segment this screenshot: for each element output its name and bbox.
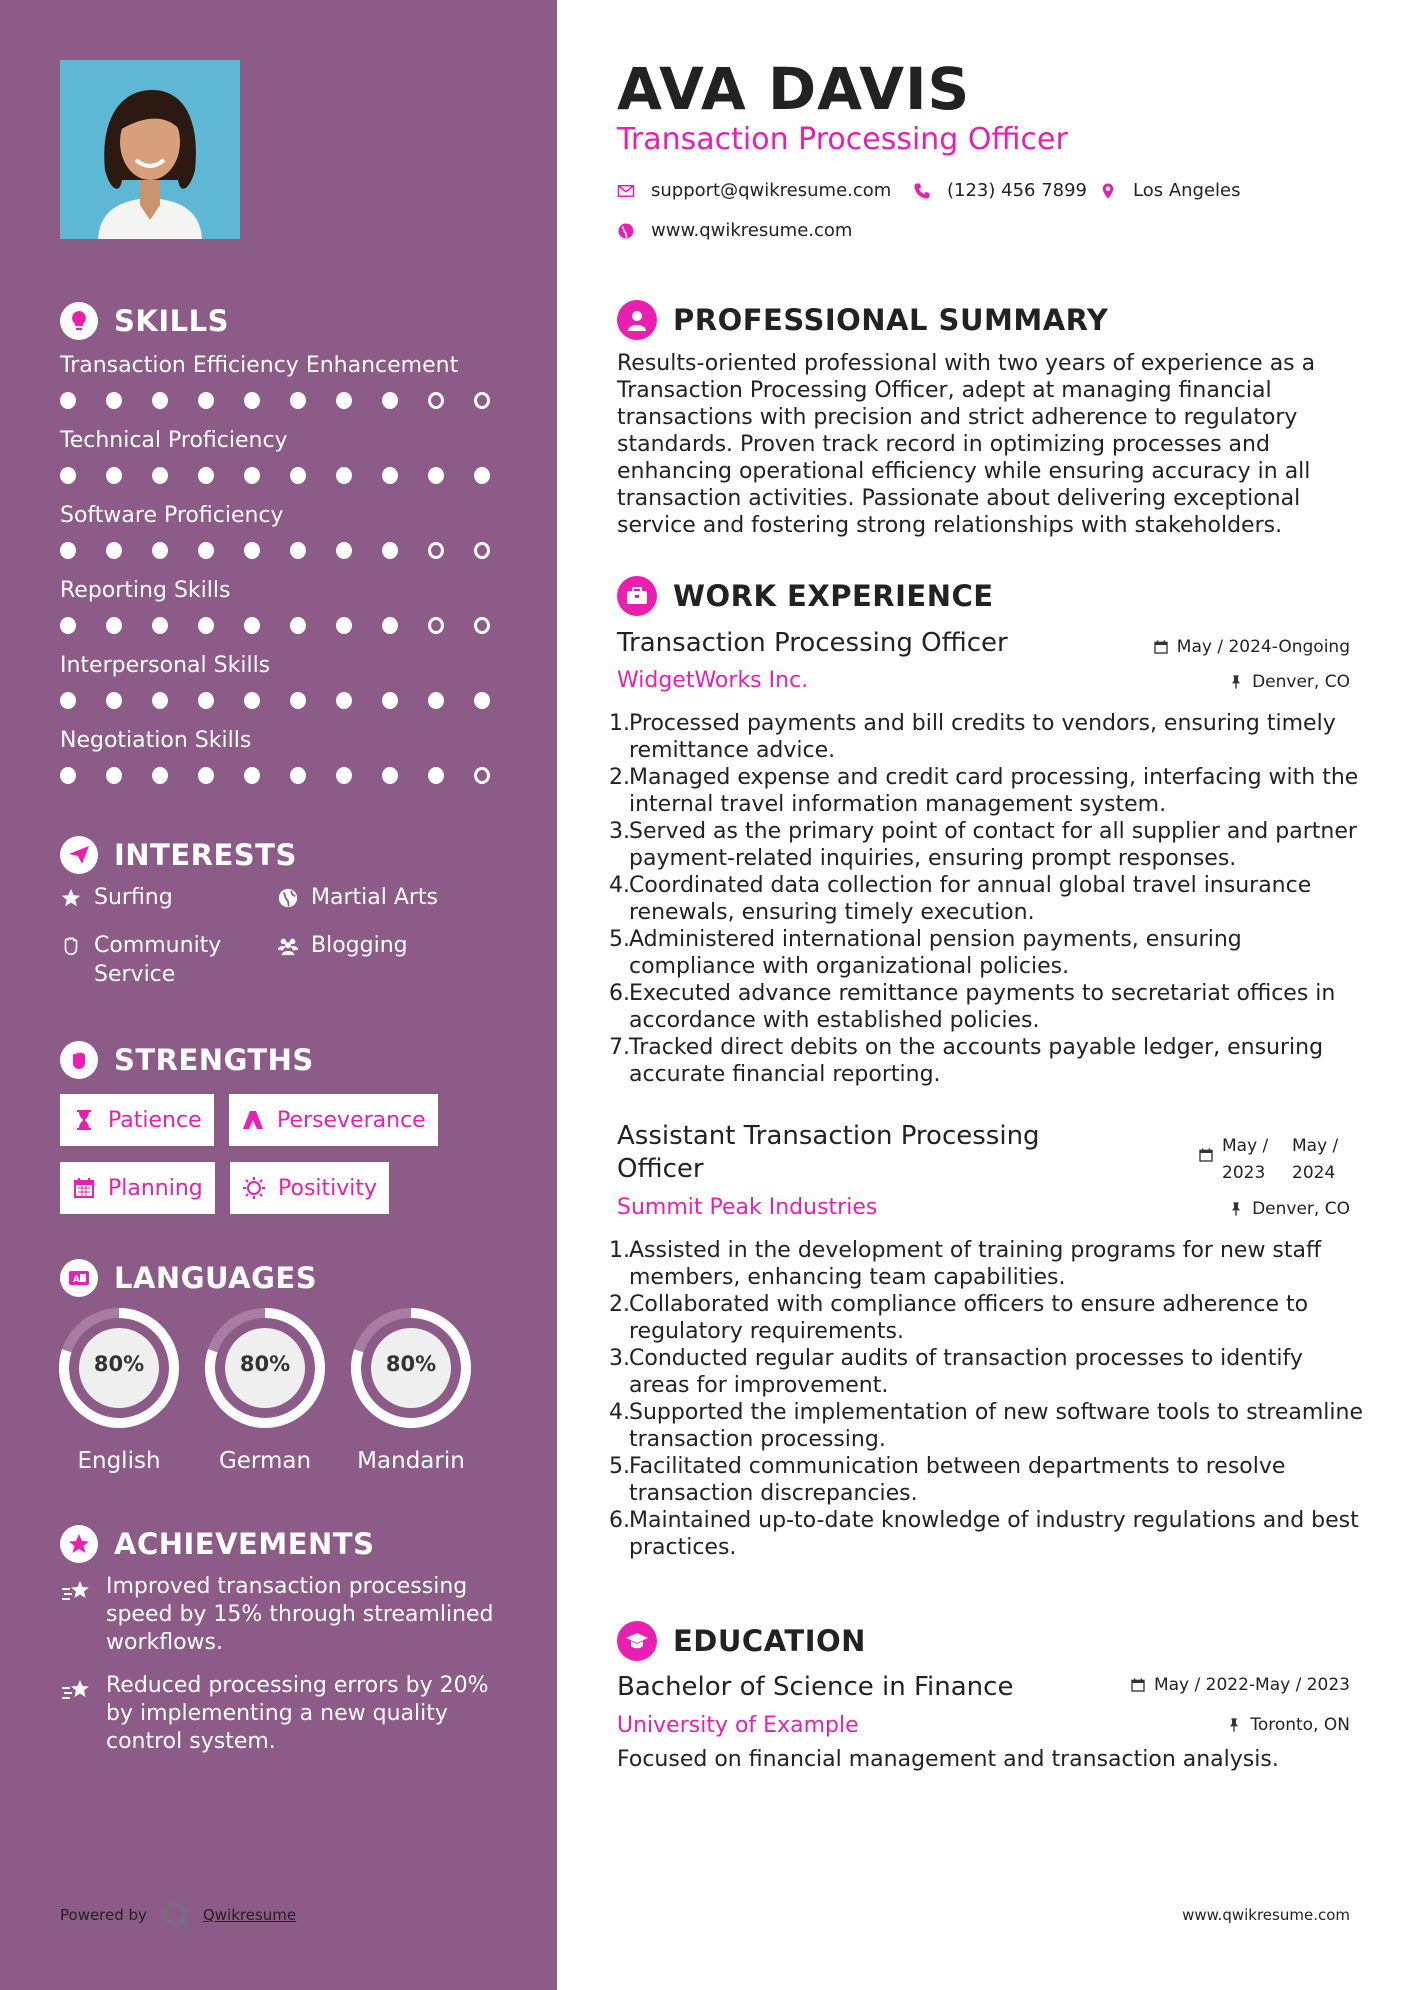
bullet-text: Coordinated data collection for annual global travel insurance renewals, ensuring timely execution. xyxy=(629,873,1312,925)
location-text: Denver, CO xyxy=(1252,1199,1350,1219)
language-item xyxy=(349,1306,473,1474)
bullet-text: Conducted regular audits of transaction processes to identify areas for improvement. xyxy=(629,1346,1303,1398)
email-text: support@qwikresume.com xyxy=(651,180,892,201)
job-bullet xyxy=(609,764,1369,818)
job-bullet xyxy=(609,1034,1369,1088)
bullet-text: Processed payments and bill credits to vendors, ensuring timely remittance advice. xyxy=(629,711,1336,763)
job-company: Summit Peak Industries xyxy=(617,1195,878,1220)
date-range: 2024-Ongoing xyxy=(1228,637,1350,657)
paper-plane-icon xyxy=(60,836,98,874)
bullet-text: Served as the primary point of contact for all supplier and partner payment-related inquiries, ensuring prompt responses. xyxy=(629,819,1357,871)
rating-dot-filled xyxy=(244,617,260,634)
bullet-text: Assisted in the development of training programs for new staff members, enhancing team capabilities. xyxy=(629,1238,1322,1290)
rating-dot-filled xyxy=(152,617,168,634)
job-bullet-list xyxy=(609,1237,1369,1561)
date-separator: / xyxy=(1189,1675,1206,1695)
skill-item xyxy=(60,725,520,784)
rating-dot-filled xyxy=(244,467,260,484)
pushpin-icon xyxy=(1226,1717,1242,1733)
rating-dot-filled xyxy=(290,542,306,559)
bullet-number: 5. xyxy=(609,1454,630,1479)
rating-dot-empty xyxy=(428,542,444,559)
shooting-star-icon xyxy=(60,1575,92,1607)
bullet-number: 7. xyxy=(609,1035,630,1060)
languages-heading xyxy=(60,1259,317,1297)
job-dates xyxy=(1198,1133,1350,1187)
strength-label: Perseverance xyxy=(277,1107,426,1133)
rating-dot-filled xyxy=(152,542,168,559)
strength-label: Positivity xyxy=(278,1175,378,1201)
bullet-text: Supported the implementation of new software tools to streamline transaction processing. xyxy=(629,1400,1363,1452)
rating-dot-filled xyxy=(244,542,260,559)
skill-label: Negotiation Skills xyxy=(60,728,252,753)
language-item xyxy=(203,1306,327,1474)
interest-item-martial-arts xyxy=(277,883,491,912)
skill-rating xyxy=(60,392,520,409)
job-bullet xyxy=(609,926,1369,980)
rating-dot-filled xyxy=(106,467,122,484)
rating-dot-filled xyxy=(152,467,168,484)
rating-dot-filled xyxy=(336,392,352,409)
skill-item xyxy=(60,350,520,409)
rating-dot-filled xyxy=(198,392,214,409)
job-bullet xyxy=(609,1237,1369,1291)
strengths-title: STRENGTHS xyxy=(114,1043,314,1077)
skills-title: SKILLS xyxy=(114,304,229,338)
rating-dot-filled xyxy=(152,392,168,409)
svg-text:A: A xyxy=(73,1275,80,1285)
contact-website[interactable] xyxy=(617,220,852,241)
date-start-month: May / xyxy=(1222,1136,1269,1156)
rating-dot-empty xyxy=(474,392,490,409)
rating-dot-filled xyxy=(382,767,398,784)
bullet-number: 4. xyxy=(609,1400,630,1425)
rating-dot-filled xyxy=(60,392,76,409)
education-description: Focused on financial management and transaction analysis. xyxy=(617,1747,1279,1772)
job-bullet-list xyxy=(609,710,1369,1088)
rating-dot-filled xyxy=(152,767,168,784)
fist-icon xyxy=(60,1041,98,1079)
interest-item-blogging xyxy=(277,931,491,960)
pushpin-icon xyxy=(1228,1201,1244,1217)
rating-dot-filled xyxy=(106,542,122,559)
map-pin-icon xyxy=(1099,182,1117,200)
rating-dot-empty xyxy=(474,542,490,559)
job-company: WidgetWorks Inc. xyxy=(617,668,809,693)
profile-photo xyxy=(60,60,240,239)
rating-dot-filled xyxy=(290,617,306,634)
job-bullet xyxy=(609,872,1369,926)
powered-by xyxy=(60,1900,296,1930)
skill-item xyxy=(60,650,520,709)
date-end xyxy=(1292,1133,1350,1187)
interest-item-surfing xyxy=(60,883,244,912)
strength-label: Patience xyxy=(108,1107,202,1133)
strength-badge-patience xyxy=(60,1094,214,1146)
contact-location xyxy=(1099,180,1241,201)
skills-heading xyxy=(60,302,229,340)
language-name: English xyxy=(77,1448,161,1474)
sun-icon xyxy=(242,1176,266,1200)
rating-dot-filled xyxy=(106,692,122,709)
contact-email[interactable] xyxy=(617,180,891,201)
rating-dot-filled xyxy=(244,767,260,784)
bullet-number: 1. xyxy=(609,1238,630,1263)
rating-dot-filled xyxy=(382,617,398,634)
job-bullet xyxy=(609,1453,1369,1507)
rating-dot-filled xyxy=(474,692,490,709)
rating-dot-empty xyxy=(428,392,444,409)
achievement-item xyxy=(60,1573,500,1657)
language-name: German xyxy=(218,1448,312,1474)
bullet-text: Maintained up-to-date knowledge of industry regulations and best practices. xyxy=(629,1508,1359,1560)
job-bullet xyxy=(609,1507,1369,1561)
skill-label: Transaction Efficiency Enhancement xyxy=(60,353,459,378)
rating-dot-filled xyxy=(106,392,122,409)
bullet-text: Executed advance remittance payments to secretariat offices in accordance with established policies. xyxy=(629,981,1336,1033)
rating-dot-filled xyxy=(244,692,260,709)
job-bullet xyxy=(609,980,1369,1034)
degree-title: Bachelor of Science in Finance xyxy=(617,1672,1014,1702)
job-bullet xyxy=(609,1291,1369,1345)
interest-label: Martial Arts xyxy=(311,885,439,910)
skill-label: Technical Proficiency xyxy=(60,428,288,453)
achievement-text: Improved transaction processing speed by 15% through streamlined workflows. xyxy=(106,1574,494,1655)
interest-label: Surfing xyxy=(94,885,173,910)
hourglass-icon xyxy=(72,1108,96,1132)
bullet-text: Managed expense and credit card processing, interfacing with the internal travel information management system. xyxy=(629,765,1359,817)
globe-icon xyxy=(617,222,635,240)
job-bullet xyxy=(609,1399,1369,1453)
experience-title: WORK EXPERIENCE xyxy=(673,579,994,613)
rating-dot-filled xyxy=(198,467,214,484)
date-month: May xyxy=(1153,1675,1190,1695)
rating-dot-filled xyxy=(198,542,214,559)
rating-dot-filled xyxy=(336,542,352,559)
language-percent: 80% xyxy=(93,1352,145,1376)
rating-dot-filled xyxy=(336,617,352,634)
candidate-name: AVA DAVIS xyxy=(617,55,971,123)
rating-dot-filled xyxy=(428,692,444,709)
rating-dot-filled xyxy=(244,392,260,409)
summary-text: Results-oriented professional with two years of experience as a Transaction Processing Officer, adept at managing financial transactions with precision and strict adherence to regulatory standards. Proven track record in optimizing processes and enhancing operational efficiency while ensuring accuracy in all transaction activities. Passionate about delivering exceptional service and fostering strong relationships with stakeholders. xyxy=(617,351,1316,538)
globe-icon xyxy=(277,887,299,909)
rating-dot-filled xyxy=(60,617,76,634)
strength-badge-planning xyxy=(60,1162,215,1214)
bullet-number: 2. xyxy=(609,765,630,790)
envelope-icon xyxy=(617,182,635,200)
language-name: Mandarin xyxy=(357,1448,465,1474)
language-percent: 80% xyxy=(239,1352,291,1376)
rating-dot-filled xyxy=(60,467,76,484)
bullet-text: Administered international pension payments, ensuring compliance with organizational policies. xyxy=(629,927,1242,979)
phone-icon xyxy=(913,182,931,200)
strength-badge-positivity xyxy=(230,1162,389,1214)
job-bullet xyxy=(609,818,1369,872)
summary-heading xyxy=(617,300,1108,340)
rating-dot-filled xyxy=(428,467,444,484)
job-bullet xyxy=(609,1345,1369,1399)
date-separator: / xyxy=(1211,637,1229,657)
date-start-year: 2023 xyxy=(1222,1163,1266,1183)
strength-badge-perseverance xyxy=(229,1094,438,1146)
rating-dot-filled xyxy=(290,392,306,409)
powered-by-label: Powered by xyxy=(60,1906,147,1924)
job-bullet xyxy=(609,710,1369,764)
date-range: 2022-May / 2023 xyxy=(1205,1675,1350,1695)
rating-dot-filled xyxy=(474,467,490,484)
rating-dot-filled xyxy=(428,767,444,784)
date-start xyxy=(1222,1133,1292,1187)
skill-label: Reporting Skills xyxy=(60,578,231,603)
job-title: Transaction Processing Officer xyxy=(617,628,1008,658)
rating-dot-filled xyxy=(336,692,352,709)
rating-dot-filled xyxy=(152,692,168,709)
skill-rating xyxy=(60,467,520,484)
rating-dot-filled xyxy=(60,767,76,784)
rating-dot-filled xyxy=(198,692,214,709)
rating-dot-filled xyxy=(106,767,122,784)
skill-label: Interpersonal Skills xyxy=(60,653,271,678)
bullet-number: 3. xyxy=(609,1346,630,1371)
star-badge-icon xyxy=(60,1525,98,1563)
contact-phone[interactable] xyxy=(913,180,1087,201)
footer-url[interactable]: www.qwikresume.com xyxy=(1182,1906,1350,1924)
job-location xyxy=(1228,1199,1350,1219)
bullet-text: Tracked direct debits on the accounts payable ledger, ensuring accurate financial reporting. xyxy=(629,1035,1324,1087)
achievements-title: ACHIEVEMENTS xyxy=(114,1527,375,1561)
skill-item xyxy=(60,500,520,559)
education-location xyxy=(1226,1715,1350,1735)
calendar-icon xyxy=(72,1176,96,1200)
location-text: Denver, CO xyxy=(1252,672,1350,692)
rating-dot-empty xyxy=(474,767,490,784)
job-dates xyxy=(1153,637,1350,657)
rating-dot-filled xyxy=(290,692,306,709)
language-icon xyxy=(60,1259,98,1297)
education-heading xyxy=(617,1621,866,1661)
school-name: University of Example xyxy=(617,1713,859,1738)
date-month: May xyxy=(1176,637,1212,657)
rating-dot-filled xyxy=(336,767,352,784)
language-item xyxy=(57,1306,181,1474)
location-text: Toronto, ON xyxy=(1250,1715,1350,1735)
achievement-item xyxy=(60,1672,500,1756)
candidate-role: Transaction Processing Officer xyxy=(617,122,1068,157)
users-icon xyxy=(277,935,299,957)
lightbulb-icon xyxy=(60,302,98,340)
education-title: EDUCATION xyxy=(673,1624,866,1658)
bullet-text: Facilitated communication between departments to resolve transaction discrepancies. xyxy=(629,1454,1286,1506)
languages-title: LANGUAGES xyxy=(114,1261,318,1295)
skill-item xyxy=(60,425,520,484)
location-text: Los Angeles xyxy=(1133,180,1241,201)
interests-title: INTERESTS xyxy=(114,838,297,872)
skill-rating xyxy=(60,767,520,784)
interest-item-community-service xyxy=(60,931,244,989)
bullet-number: 4. xyxy=(609,873,630,898)
language-percent: 80% xyxy=(385,1352,437,1376)
rating-dot-filled xyxy=(336,467,352,484)
rating-dot-filled xyxy=(382,692,398,709)
calendar-icon xyxy=(1198,1147,1214,1163)
skill-item xyxy=(60,575,520,634)
achievements-heading xyxy=(60,1525,374,1563)
rating-dot-filled xyxy=(290,467,306,484)
user-icon xyxy=(617,300,657,340)
skill-label: Software Proficiency xyxy=(60,503,284,528)
hiking-icon xyxy=(241,1108,265,1132)
star-icon xyxy=(60,887,82,909)
bullet-number: 6. xyxy=(609,1508,630,1533)
rating-dot-filled xyxy=(198,767,214,784)
date-end-month: May / xyxy=(1292,1136,1339,1156)
strengths-heading xyxy=(60,1041,314,1079)
hand-icon xyxy=(60,935,82,957)
date-end-year: 2024 xyxy=(1292,1163,1336,1183)
rating-dot-filled xyxy=(290,767,306,784)
sidebar xyxy=(0,0,557,1990)
rating-dot-filled xyxy=(198,617,214,634)
bullet-number: 3. xyxy=(609,819,630,844)
pushpin-icon xyxy=(1228,674,1244,690)
calendar-icon xyxy=(1153,639,1169,655)
rating-dot-filled xyxy=(106,617,122,634)
interests-heading xyxy=(60,836,297,874)
experience-heading xyxy=(617,576,994,616)
strength-label: Planning xyxy=(108,1175,203,1201)
bullet-number: 2. xyxy=(609,1292,630,1317)
bullet-number: 1. xyxy=(609,711,630,736)
briefcase-icon xyxy=(617,576,657,616)
bullet-number: 5. xyxy=(609,927,630,952)
skill-rating xyxy=(60,542,520,559)
phone-text: (123) 456 7899 xyxy=(947,180,1088,201)
rating-dot-filled xyxy=(60,692,76,709)
rating-dot-empty xyxy=(474,617,490,634)
achievement-text: Reduced processing errors by 20% by implementing a new quality control system. xyxy=(106,1673,489,1754)
job-location xyxy=(1228,672,1350,692)
skill-rating xyxy=(60,692,520,709)
qwikresume-link[interactable]: Qwikresume xyxy=(202,1906,297,1924)
bullet-number: 6. xyxy=(609,981,630,1006)
website-text: www.qwikresume.com xyxy=(651,220,853,241)
qwikresume-logo-icon xyxy=(161,1900,191,1930)
interest-label: Blogging xyxy=(311,933,408,958)
job-title: Assistant Transaction Processing Officer xyxy=(617,1121,1040,1184)
interest-label: Community Service xyxy=(94,933,222,987)
rating-dot-filled xyxy=(60,542,76,559)
skill-rating xyxy=(60,617,520,634)
graduation-cap-icon xyxy=(617,1621,657,1661)
rating-dot-filled xyxy=(382,542,398,559)
rating-dot-empty xyxy=(428,617,444,634)
bullet-text: Collaborated with compliance officers to ensure adherence to regulatory requirements. xyxy=(629,1292,1309,1344)
shooting-star-icon xyxy=(60,1674,92,1706)
rating-dot-filled xyxy=(382,467,398,484)
main-content xyxy=(557,0,1407,1990)
rating-dot-filled xyxy=(382,392,398,409)
education-dates xyxy=(1130,1675,1350,1695)
summary-title: PROFESSIONAL SUMMARY xyxy=(673,303,1109,337)
calendar-icon xyxy=(1130,1677,1146,1693)
